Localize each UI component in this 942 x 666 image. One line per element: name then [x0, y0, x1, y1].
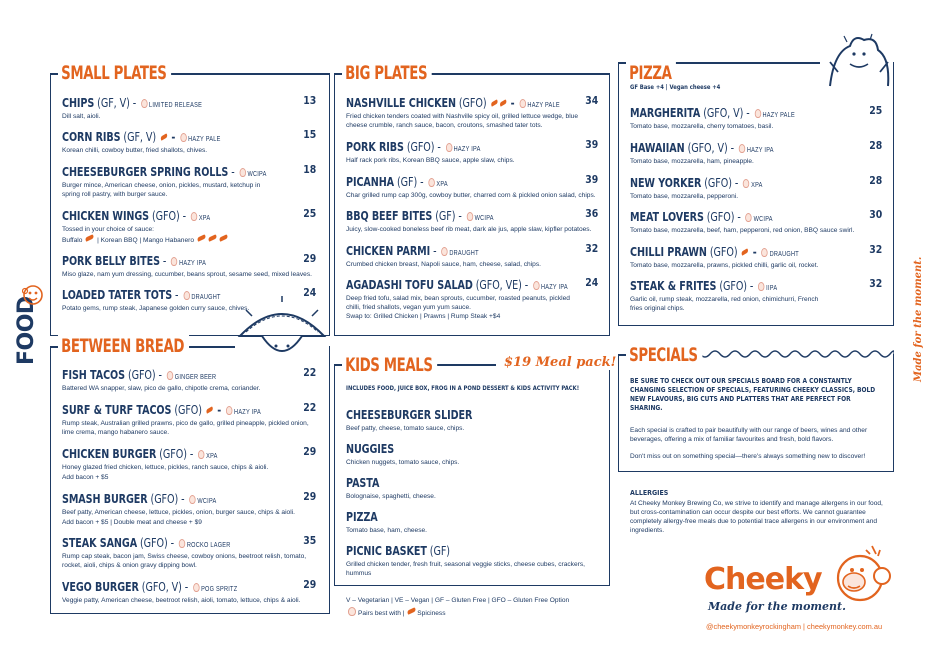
item-description: Battered WA snapper, slaw, pico de gallo, chipotle crema, coriander. — [62, 385, 261, 392]
chili-icon — [160, 133, 168, 140]
item-description: Juicy, slow-cooked boneless beef rib meat, dark ale jus, apple slaw, kipfler potatoes. — [346, 226, 592, 233]
hop-icon — [226, 406, 232, 415]
item-description: Garlic oil, rump steak, mozzarella, red onion, chimichurri, French fries original chips. — [630, 296, 819, 312]
between-bread-list — [62, 366, 316, 606]
menu-item: VEGO BURGER (GFO, V) - POG SPRITZ 29 Veggie patty, American cheese, beetroot relish, aioli, tomato, lettuce, chips & aioli. — [62, 578, 316, 604]
divider — [618, 62, 626, 64]
big-plates-list — [346, 94, 598, 324]
divider — [334, 364, 342, 366]
item-addon: Swap to: Grilled Chicken | Prawns | Rump Steak +$4 — [346, 313, 501, 321]
hop-icon — [180, 133, 186, 142]
hop-icon — [193, 583, 199, 592]
specials-paragraph: Don't miss out on something special—there's always something new to discover! — [630, 453, 866, 460]
hop-icon — [167, 371, 173, 380]
menu-item: STEAK SANGA (GFO) - ROCKO LAGER 35 Rump cap steak, bacon jam, Swiss cheese, cowboy onions, beetroot relish, tomato, rocket, aioli, chips & onion gravy dipping bowl. — [62, 534, 316, 569]
divider — [670, 62, 820, 64]
menu-item: PICNIC BASKET (GF) Grilled chicken tender, fresh fruit, seasonal veggie sticks, cheese cubes, crackers, hummus — [346, 542, 598, 578]
item-description: Crumbed chicken breast, Napoli sauce, ham, cheese, salad, chips. — [346, 261, 541, 268]
hop-icon — [348, 607, 356, 616]
hop-icon — [743, 179, 749, 188]
item-description: Tomato base, mozzarella, prawns, pickled chilli, garlic oil, rocket. — [630, 262, 819, 269]
social-links: @cheekymonkeyrockingham | cheekymonkey.com.au — [706, 622, 883, 631]
item-description: Beef patty, cheese, tomato sauce, chips. — [346, 425, 465, 432]
menu-item: CORN RIBS (GF, V) - HAZY PALE 15 Korean chilli, cowboy butter, fried shallots, chives. — [62, 128, 316, 154]
small-plates-title: SMALL PLATES — [58, 62, 171, 84]
menu-item: NUGGIES Chicken nuggets, tomato sauce, chips. — [346, 440, 598, 468]
item-description: Rump steak, Australian grilled prawns, pico de gallo, grilled pineapple, pickled onion, lime crema, mango habanero sauce. — [62, 420, 309, 436]
hop-icon — [239, 168, 245, 177]
divider — [334, 73, 342, 75]
item-description: Fried chicken tenders coated with Nashville spicy oil, grilled lettuce wedge, blue cheese crumble, ranch sauce, bacon, croutons, smashed tater tots. — [346, 113, 578, 129]
menu-item: NASHVILLE CHICKEN (GFO) - HAZY PALE 34 Fried chicken tenders coated with Nashville spicy oil, grilled lettuce wedge, blue cheese crumble, ranch sauce, bacon, croutons, smashed tater tots. — [346, 94, 598, 129]
allergies-block — [630, 488, 886, 535]
item-description: Miso glaze, nam yum dressing, cucumber, beans sprout, sesame seed, mixed leaves. — [62, 271, 312, 278]
menu-item: BBQ BEEF BITES (GF) - WCIPA 36 Juicy, slow-cooked boneless beef rib meat, dark ale jus, apple slaw, kipfler potatoes. — [346, 207, 598, 233]
small-plates-list — [62, 94, 316, 324]
item-description: Dill salt, aioli. — [62, 113, 101, 120]
wavy-divider — [690, 347, 894, 359]
brand-logo — [704, 560, 894, 620]
divider — [618, 354, 626, 356]
chili-icon — [407, 607, 417, 614]
item-description: Deep fried tofu, salad mix, bean sprouts, cucumber, roasted peanuts, pickled chilli, fried shallots, vegan yum yum sauce. — [346, 295, 570, 311]
item-price: 13 — [302, 94, 316, 107]
menu-item: FISH TACOS (GFO) - GINGER BEER 22 Battered WA snapper, slaw, pico de gallo, chipotle crema, coriander. — [62, 366, 316, 392]
hop-icon — [762, 248, 768, 257]
hop-icon — [533, 281, 539, 290]
menu-item: CHICKEN PARMI - DRAUGHT 32 Crumbed chicken breast, Napoli sauce, ham, cheese, salad, chips. — [346, 242, 598, 268]
item-description: Beef patty, American cheese, lettuce, pickles, onion, burger sauce, chips & aioli. — [62, 509, 295, 516]
item-description: Bolognaise, spaghetti, cheese. — [346, 493, 436, 500]
divider — [420, 73, 610, 75]
hop-icon — [189, 495, 195, 504]
menu-item: CHEESEBURGER SPRING ROLLS - WCIPA 18 Burger mince, American cheese, onion, pickles, mustard, ketchup in spring roll pastry, with burger sauce. — [62, 163, 316, 198]
legend-dietary: V – Vegetarian | VE – Vegan | GF – Gluten Free | GFO – Gluten Free Option — [346, 597, 570, 604]
hop-icon — [746, 213, 752, 222]
item-description: Potato gems, rump steak, Japanese golden curry sauce, chives. — [62, 305, 250, 312]
pizza-note: GF Base +4 | Vegan cheese +4 — [630, 84, 721, 91]
item-description: Grilled chicken tender, fresh fruit, seasonal veggie sticks, cheese cubes, crackers, hummus — [346, 561, 585, 577]
menu-item: PASTA Bolognaise, spaghetti, cheese. — [346, 474, 598, 502]
menu-item: STEAK & FRITES (GFO) - IIPA 32 Garlic oil, rump steak, mozzarella, red onion, chimichurri, French fries original chips. — [630, 277, 882, 312]
legend-icons: Pairs best with | Spiciness — [346, 607, 606, 619]
menu-item: PICANHA (GF) - XPA 39 Char grilled rump cap 300g, cowboy butter, charred corn & pickled onion salad, chips. — [346, 173, 598, 199]
side-food-label: FOOD — [14, 296, 39, 365]
monkey-logo-icon — [830, 540, 892, 606]
pizza-title: PIZZA — [626, 62, 676, 84]
monkey-pizza-illustration — [824, 32, 894, 92]
divider — [50, 73, 58, 75]
item-addon: Add bacon + $5 | Double meat and cheese + $9 — [62, 518, 202, 526]
menu-item: AGADASHI TOFU SALAD (GFO, VE) - HAZY IPA 24 Deep fried tofu, salad mix, bean sprouts, cucumber, roasted peanuts, pickled chilli, fried shallots, vegan yum yum sauce. Swap to: Grilled Chicken | Prawns | Rump Steak +$4 — [346, 276, 598, 321]
item-description: Tomato base, mozzarella, cherry tomatoes, basil. — [630, 123, 774, 130]
hop-icon — [191, 212, 197, 221]
monkey-head-icon — [22, 283, 44, 307]
item-description: Tossed in your choice of sauce: — [62, 226, 154, 233]
menu-item: MEAT LOVERS (GFO) - WCIPA 30 Tomato base, mozzarella, beef, ham, pepperoni, red onion, BBQ sauce swirl. — [630, 208, 882, 234]
kids-subtitle: INCLUDES FOOD, JUICE BOX, FROG IN A POND DESSERT & KIDS ACTIVITY PACK! — [346, 384, 580, 392]
menu-item: CHILLI PRAWN (GFO) - DRAUGHT 32 Tomato base, mozzarella, prawns, pickled chilli, garlic oil, rocket. — [630, 243, 882, 269]
specials-title: SPECIALS — [626, 344, 702, 366]
side-tagline: Made for the moment. — [913, 256, 924, 382]
hop-icon — [519, 99, 525, 108]
pizza-list — [630, 104, 882, 320]
menu-item: CHICKEN BURGER (GFO) - XPA 29 Honey glazed fried chicken, lettuce, pickles, ranch sauce, chips & aioli. Add bacon + $5 — [62, 445, 316, 481]
hop-icon — [171, 257, 177, 266]
item-description: Veggie patty, American cheese, beetroot relish, aioli, tomato, lettuce, chips & aioli. — [62, 597, 301, 604]
menu-item: LOADED TATER TOTS - DRAUGHT 24 Potato gems, rump steak, Japanese golden curry sauce, chives. — [62, 286, 316, 312]
specials-headline: BE SURE TO CHECK OUT OUR SPECIALS BOARD FOR A CONSTANTLY CHANGING SELECTION OF SPECIALS, FEATURING CHEEKY CLASSICS, BOLD NEW FLAVOURS, BIG CUTS AND PLATTERS THAT ARE PERFECT FOR SHARING. — [630, 376, 876, 412]
item-description: Honey glazed fried chicken, lettuce, pickles, ranch sauce, chips & aioli. — [62, 464, 269, 471]
menu-item: NEW YORKER (GFO) - XPA 28 Tomato base, mozzarella, pepperoni. — [630, 174, 882, 200]
item-description: Tomato base, ham, cheese. — [346, 527, 428, 534]
allergies-text: At Cheeky Monkey Brewing Co, we strive to identify and manage allergens in our food, but cross-contamination can occur despite our best efforts. We cannot guarantee completely allergy-free meals due to potential trace allergens in our environment and ingredients. — [630, 500, 883, 534]
menu-item: MARGHERITA (GFO, V) - HAZY PALE 25 Tomato base, mozzarella, cherry tomatoes, basil. — [630, 104, 882, 130]
specials-paragraph: Each special is crafted to pair beautifully with our range of beers, wines and other beverages, offering a mix of familiar favourites and fresh, bold flavors. — [630, 427, 868, 443]
big-plates-title: BIG PLATES — [342, 62, 432, 84]
hop-icon — [198, 450, 204, 459]
kids-meals-list — [346, 384, 598, 579]
item-addon: Add bacon + $5 — [62, 473, 109, 481]
specials-body — [630, 376, 886, 461]
item-description: Char grilled rump cap 300g, cowboy butter, charred corn & pickled onion salad, chips. — [346, 192, 596, 199]
hop-icon — [183, 291, 189, 300]
item-description: Chicken nuggets, tomato sauce, chips. — [346, 459, 460, 466]
hop-icon — [467, 212, 473, 221]
between-bread-title: BETWEEN BREAD — [58, 335, 189, 357]
menu-item: CHICKEN WINGS (GFO) - XPA 25 Tossed in your choice of sauce: Buffalo | Korean BBQ | Mango Habanero — [62, 207, 316, 244]
divider — [155, 73, 330, 75]
item-description: Tomato base, mozzarella, ham, pineapple. — [630, 158, 754, 165]
hop-icon — [754, 109, 760, 118]
item-name: CHIPS — [62, 96, 95, 110]
menu-item: CHIPS (GF, V) - LIMITED RELEASE 13 Dill salt, aioli. — [62, 94, 316, 120]
dietary-legend — [346, 596, 606, 618]
hop-icon — [441, 247, 447, 256]
divider — [50, 346, 58, 348]
menu-item: CHEESEBURGER SLIDER Beef patty, cheese, tomato sauce, chips. — [346, 406, 598, 434]
menu-item: SURF & TURF TACOS (GFO) - HAZY IPA 22 Rump steak, Australian grilled prawns, pico de gallo, grilled pineapple, pickled onion, lime crema, mango habanero sauce. — [62, 401, 316, 436]
item-description: Rump cap steak, bacon jam, Swiss cheese, cowboy onions, beetroot relish, tomato, rocket, aioli, chips & onion gravy dipping bowl. — [62, 553, 307, 569]
meal-pack-badge: $19 Meal pack! — [500, 355, 620, 370]
hop-icon — [141, 99, 147, 108]
menu-item: PORK RIBS (GFO) - HAZY IPA 39 Half rack pork ribs, Korean BBQ sauce, apple slaw, chips. — [346, 138, 598, 164]
brand-tagline: Made for the moment. — [708, 600, 846, 613]
kids-meals-title: KIDS MEALS — [342, 354, 437, 376]
item-description: Tomato base, mozzarella, beef, ham, pepperoni, red onion, BBQ sauce swirl. — [630, 227, 855, 234]
item-description: Korean chilli, cowboy butter, fried shallots, chives. — [62, 147, 208, 154]
item-description: Tomato base, mozzarella, pepperoni. — [630, 193, 739, 200]
brand-name: Cheeky — [704, 562, 822, 597]
menu-item: PORK BELLY BITES - HAZY IPA 29 Miso glaze, nam yum dressing, cucumber, beans sprout, sesame seed, mixed leaves. — [62, 252, 316, 278]
item-sauce-options: Buffalo | Korean BBQ | Mango Habanero — [62, 236, 316, 246]
hop-icon — [758, 282, 764, 291]
hop-icon — [179, 539, 185, 548]
menu-item: PIZZA Tomato base, ham, cheese. — [346, 508, 598, 536]
item-description: Burger mince, American cheese, onion, pickles, mustard, ketchup in spring roll pastry, with burger sauce. — [62, 182, 261, 198]
item-description: Half rack pork ribs, Korean BBQ sauce, apple slaw, chips. — [346, 157, 515, 164]
menu-item: HAWAIIAN (GFO, V) - HAZY IPA 28 Tomato base, mozzarella, ham, pineapple. — [630, 139, 882, 165]
hop-icon — [446, 143, 452, 152]
hop-icon — [428, 178, 434, 187]
menu-item: SMASH BURGER (GFO) - WCIPA 29 Beef patty, American cheese, lettuce, pickles, onion, burger sauce, chips & aioli. Add bacon + $5 | Double meat and cheese + $9 — [62, 490, 316, 526]
hop-icon — [739, 144, 745, 153]
allergies-title: ALLERGIES — [630, 488, 669, 497]
